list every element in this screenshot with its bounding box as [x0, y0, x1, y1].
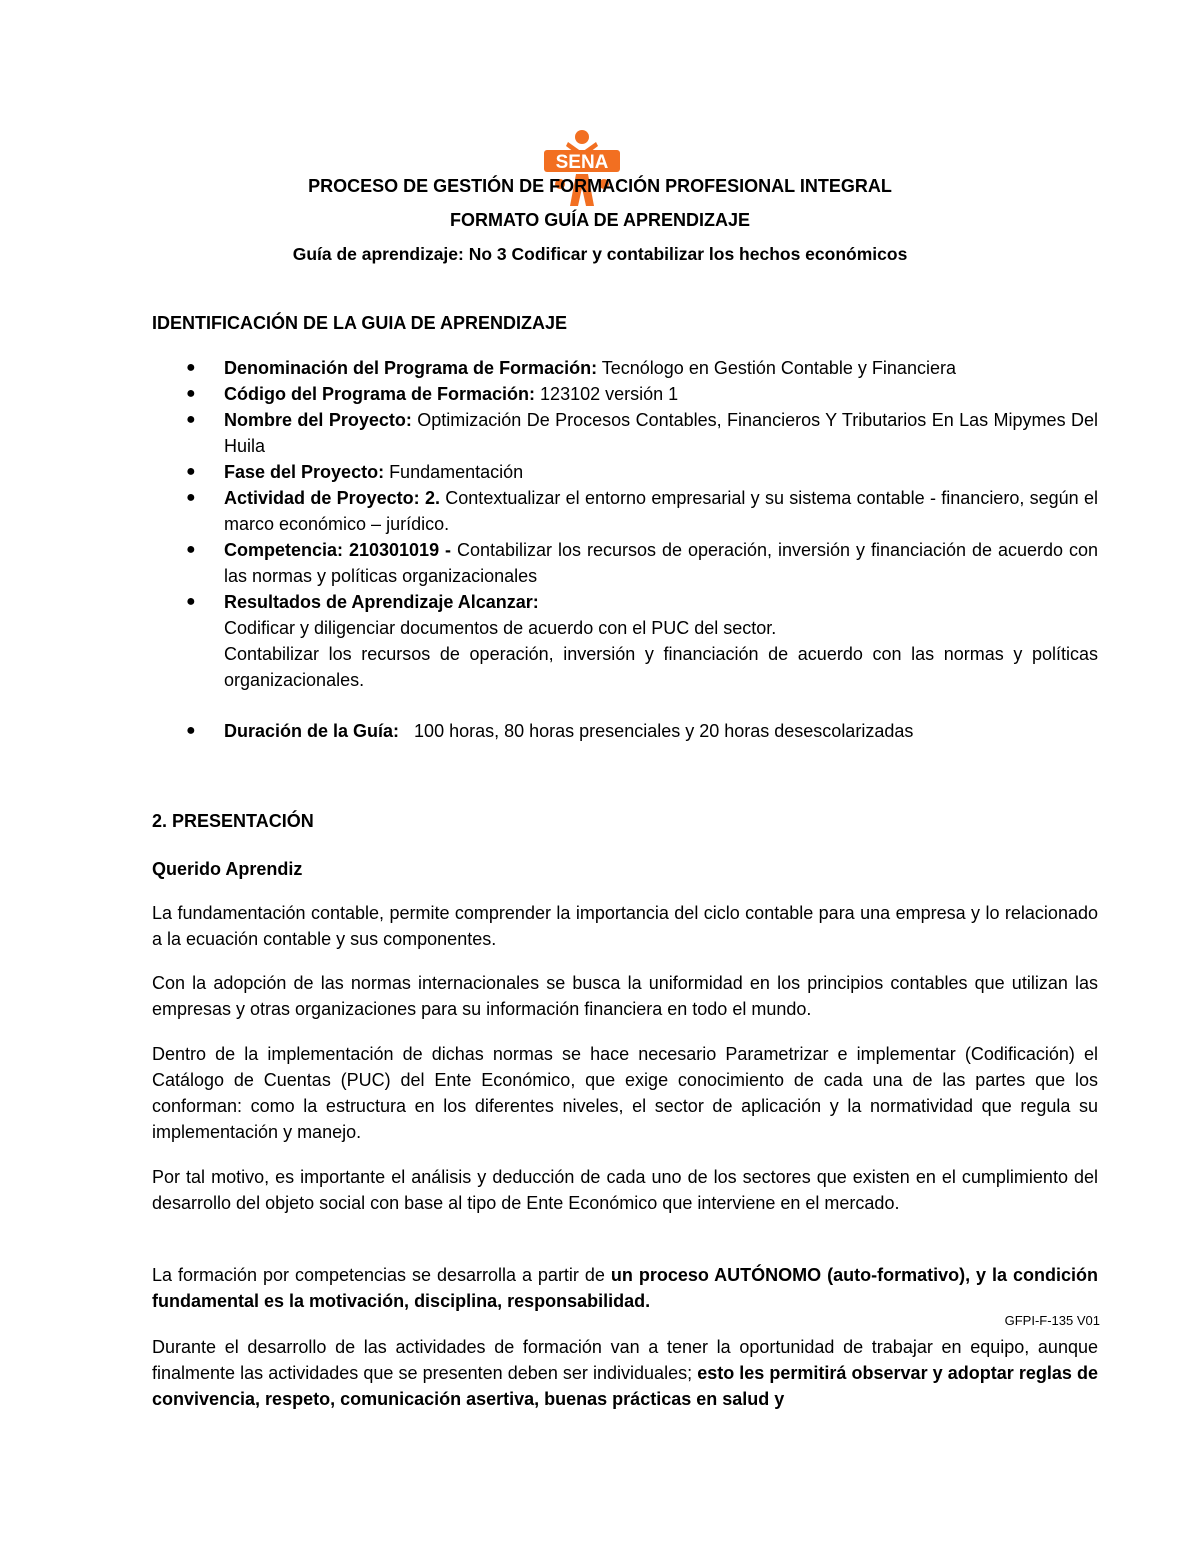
- list-item: ● Denominación del Programa de Formación: Tecnólogo en Gestión Contable y Financiera: [152, 355, 1098, 381]
- paragraph-1: La fundamentación contable, permite comprender la importancia del ciclo contable para una empresa y lo relacionado a la ecuación contable y sus componentes.: [152, 903, 1098, 949]
- list-item: ● Actividad de Proyecto: 2. Contextualizar el entorno empresarial y su sistema contable - financiero, según el marco económico – jurídico.: [152, 485, 1098, 537]
- list-item: ● Código del Programa de Formación: 123102 versión 1: [152, 381, 1098, 407]
- bullet-icon: ●: [186, 722, 196, 739]
- paragraph-6: Durante el desarrollo de las actividades de formación van a tener la oportunidad de trabajar en equipo, aunque finalmente las actividades que se presenten deben ser individuales; esto les permitirá observar y adoptar reglas de convivencia, respeto, comunicación asertiva, buenas prácticas en salud y: [152, 1337, 1099, 1409]
- greeting: Querido Aprendiz: [152, 859, 303, 879]
- list-item: ● Resultados de Aprendizaje Alcanzar: Codificar y diligenciar documentos de acuerdo con el PUC del sector. Contabilizar los recursos de operación, inversión y financiación de acuerdo con las normas y políticas organizacionales.: [152, 589, 1098, 693]
- identification-title: IDENTIFICACIÓN DE LA GUIA DE APRENDIZAJE: [152, 313, 568, 333]
- bullet-icon: ●: [186, 489, 196, 506]
- paragraph-3: Dentro de la implementación de dichas normas se hace necesario Parametrizar e implementar (Codificación) el Catálogo de Cuentas (PUC) del Ente Económico, que exige conocimiento de cada una de las partes que los conforman: como la estructura en los diferentes niveles, el sector de aplicación y la normatividad que regula su implementación y manejo.: [152, 1044, 1098, 1142]
- paragraph-4: Por tal motivo, es importante el análisis y deducción de cada uno de los sectores que existen en el cumplimiento del desarrollo del objeto social con base al tipo de Ente Económico que interviene en el mercado.: [152, 1167, 1098, 1213]
- bullet-icon: ●: [186, 463, 196, 480]
- list-item: ● Fase del Proyecto: Fundamentación: [152, 459, 1098, 485]
- bullet-icon: ●: [186, 541, 196, 558]
- guide-title: Guía de aprendizaje: No 3 Codificar y contabilizar los hechos económicos: [292, 244, 908, 264]
- bullet-icon: ●: [186, 411, 196, 428]
- identification-section: [152, 310, 1098, 336]
- identification-list: [152, 355, 1098, 693]
- form-code: GFPI-F-135 V01: [1004, 1313, 1100, 1328]
- paragraph-2: Con la adopción de las normas internacionales se busca la uniformidad en los principios contables que utilizan las empresas y otras organizaciones para su información financiera en todo el mundo.: [152, 973, 1098, 1019]
- svg-text:SENA: SENA: [555, 152, 609, 173]
- bullet-icon: ●: [186, 385, 196, 402]
- list-item: ● Competencia: 210301019 - Contabilizar los recursos de operación, inversión y financiación de acuerdo con las normas y políticas organizacionales: [152, 537, 1098, 589]
- bullet-icon: ●: [186, 593, 196, 610]
- list-item: ● Nombre del Proyecto: Optimización De Procesos Contables, Financieros Y Tributarios En Las Mipymes Del Huila: [152, 407, 1098, 459]
- format-title: FORMATO GUÍA DE APRENDIZAJE: [449, 210, 750, 230]
- duration-list: [152, 718, 1098, 744]
- bullet-icon: ●: [186, 359, 196, 376]
- paragraph-5: La formación por competencias se desarrolla a partir de un proceso AUTÓNOMO (auto-formativo), y la condición fundamental es la motivación, disciplina, responsabilidad.: [152, 1265, 1098, 1311]
- presentation-title: 2. PRESENTACIÓN: [152, 811, 314, 831]
- list-item: ● Duración de la Guía: 100 horas, 80 horas presenciales y 20 horas desescolarizadas: [152, 718, 1098, 744]
- process-title: PROCESO DE GESTIÓN DE FORMACIÓN PROFESIONAL INTEGRAL: [308, 176, 892, 196]
